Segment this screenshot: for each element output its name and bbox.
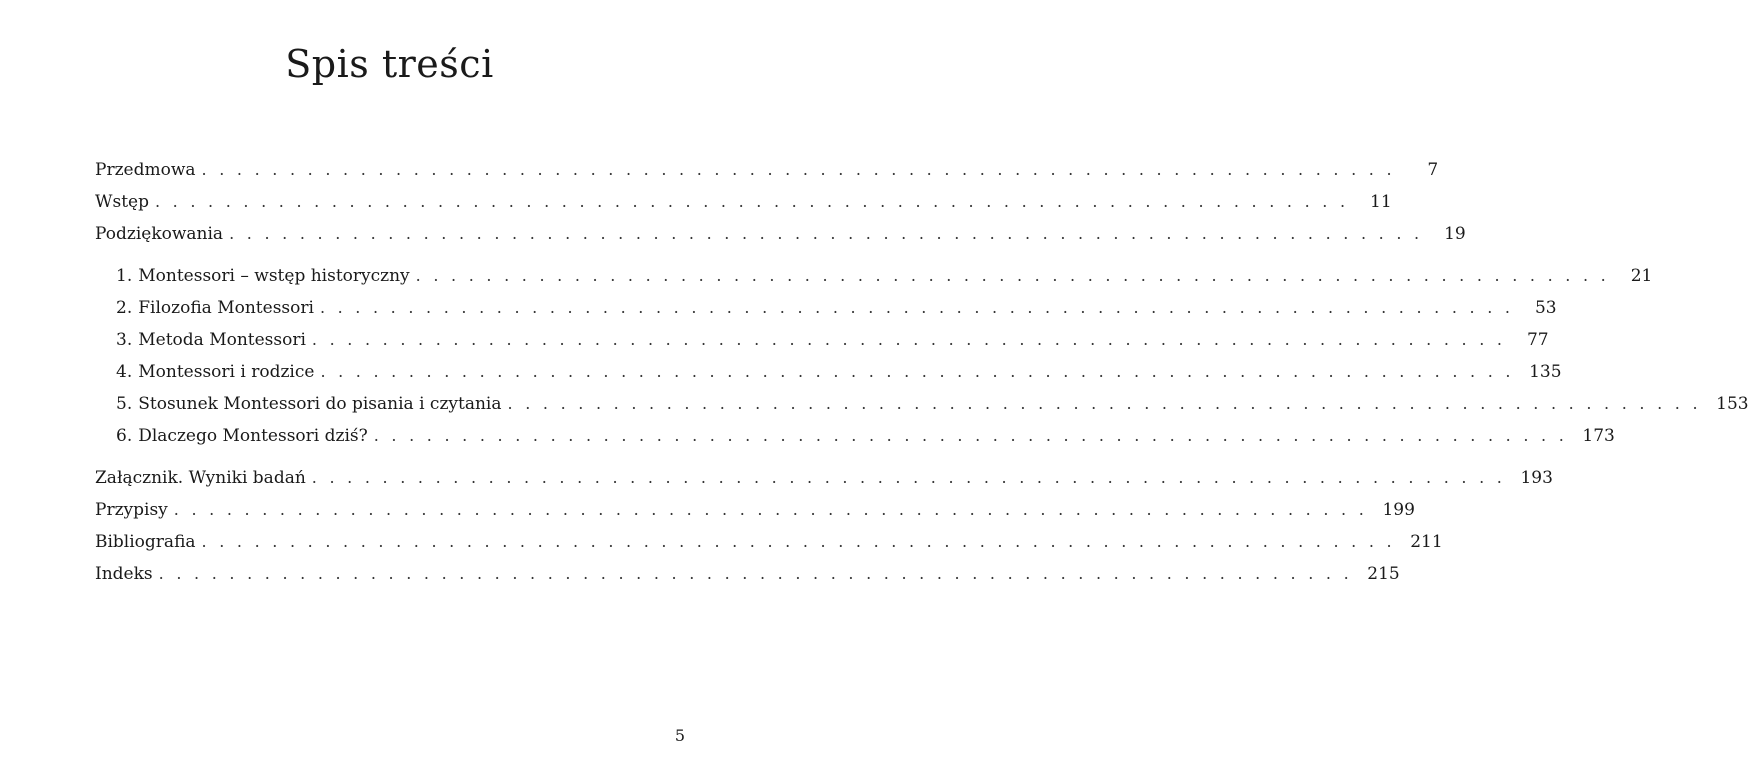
- chapter-number: 1.: [116, 266, 133, 286]
- dot-leader: ....................................................................: [507, 394, 1711, 413]
- toc-entry-label: Przypisy: [95, 500, 168, 520]
- toc-entry-przypisy: [95, 494, 1415, 526]
- toc-entry-label: Indeks: [95, 564, 153, 584]
- chapter-number: 4.: [116, 362, 133, 382]
- toc-chapter-5: [95, 388, 1749, 420]
- toc-entry-label: Bibliografia: [95, 532, 196, 552]
- dot-leader: ....................................................................: [201, 532, 1405, 551]
- section-gap: [95, 250, 661, 260]
- toc-entry-bibliografia: [95, 526, 1443, 558]
- toc-entry-page: 21: [1630, 266, 1653, 286]
- toc-chapter-label: [116, 260, 416, 292]
- toc-entry-label: Przedmowa: [95, 160, 196, 180]
- chapter-number: 3.: [116, 330, 133, 350]
- chapter-number: 2.: [116, 298, 133, 318]
- toc-entry-przedmowa: [95, 154, 1439, 186]
- toc-entry-page: 77: [1526, 330, 1549, 350]
- dot-leader: ....................................................................: [173, 500, 1377, 519]
- toc-chapter-label: [116, 292, 320, 324]
- toc-entry-page: 193: [1520, 468, 1553, 488]
- table-of-contents: [95, 154, 1749, 590]
- page-title: Spis treści: [285, 42, 494, 86]
- toc-entry-page: 211: [1410, 532, 1443, 552]
- toc-chapter-6: [95, 420, 1615, 452]
- section-gap: [95, 452, 661, 462]
- dot-leader: ....................................................................: [320, 362, 1524, 381]
- toc-entry-page: 53: [1534, 298, 1557, 318]
- chapter-number: 6.: [116, 426, 133, 446]
- toc-chapter-4: [95, 356, 1562, 388]
- toc-entry-page: 153: [1716, 394, 1749, 414]
- toc-entry-label: Podziękowania: [95, 224, 224, 244]
- toc-entry-page: 199: [1382, 500, 1415, 520]
- page-number: 5: [674, 726, 685, 745]
- toc-chapter-label: [116, 356, 320, 388]
- toc-chapter-label: [116, 324, 312, 356]
- toc-entry-page: 11: [1370, 192, 1392, 212]
- toc-chapter-1: [95, 260, 1653, 292]
- dot-leader: ....................................................................: [319, 298, 1523, 317]
- dot-leader: ....................................................................: [311, 468, 1515, 487]
- toc-entry-label: Wstęp: [95, 192, 149, 212]
- chapter-title: Montessori – wstęp historyczny: [138, 266, 410, 286]
- toc-entry-page: 135: [1529, 362, 1562, 382]
- toc-chapter-label: [116, 388, 508, 420]
- toc-chapter-label: [116, 420, 374, 452]
- dot-leader: ....................................................................: [373, 426, 1577, 445]
- dot-leader: ....................................................................: [311, 330, 1515, 349]
- dot-leader: ....................................................................: [158, 564, 1362, 583]
- toc-entry-podziekowania: [95, 218, 1466, 250]
- chapter-title: Montessori i rodzice: [138, 362, 315, 382]
- chapter-title: Filozofia Montessori: [138, 298, 314, 318]
- toc-entry-page: 19: [1444, 224, 1466, 244]
- chapter-number: 5.: [116, 394, 133, 414]
- toc-entry-wstep: [95, 186, 1392, 218]
- dot-leader: ....................................................................: [201, 160, 1405, 179]
- chapter-title: Dlaczego Montessori dziś?: [138, 426, 368, 446]
- toc-entry-page: 173: [1582, 426, 1615, 446]
- toc-entry-page: 7: [1427, 160, 1439, 180]
- chapter-title: Stosunek Montessori do pisania i czytania: [138, 394, 502, 414]
- dot-leader: ....................................................................: [229, 224, 1432, 243]
- toc-chapter-2: [95, 292, 1557, 324]
- toc-entry-label: Załącznik. Wyniki badań: [95, 468, 306, 488]
- toc-entry-zalacznik: [95, 462, 1553, 494]
- dot-leader: ....................................................................: [415, 266, 1619, 285]
- toc-entry-page: 215: [1367, 564, 1400, 584]
- toc-entry-indeks: [95, 558, 1400, 590]
- dot-leader: ....................................................................: [154, 192, 1358, 211]
- chapter-title: Metoda Montessori: [138, 330, 306, 350]
- toc-chapter-3: [95, 324, 1549, 356]
